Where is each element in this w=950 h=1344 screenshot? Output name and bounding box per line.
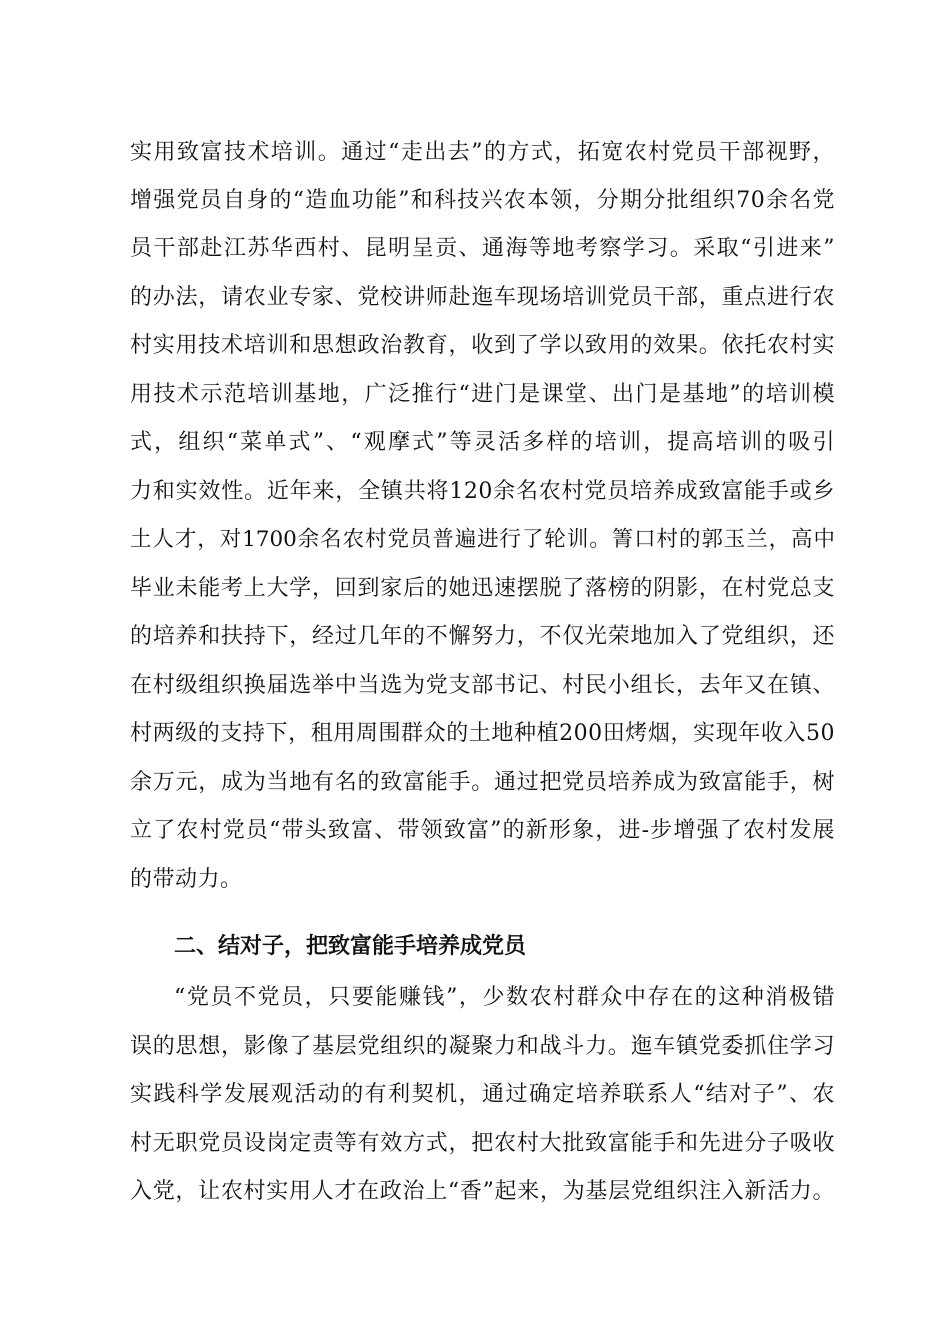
paragraph-line: 实践科学发展观活动的有利契机，通过确定培养联系人“结对子”、农	[130, 1082, 835, 1107]
paragraph-line: 的带动力。	[130, 867, 243, 892]
paragraph-line: 毕业未能考上大学，回到家后的她迅速摆脱了落榜的阴影，在村党总支	[130, 576, 835, 601]
paragraph-line: 立了农村党员“带头致富、带领致富”的新形象，进-步增强了农村发展	[130, 818, 835, 843]
paragraph-line: 的办法，请农业专家、党校讲师赴迤车现场培训党员干部，重点进行农	[130, 285, 835, 310]
paragraph-line: 式，组织“菜单式”、“观摩式”等灵活多样的培训，提高培训的吸引	[130, 430, 835, 455]
paragraph-line: 村无职党员设岗定责等有效方式，把农村大批致富能手和先进分子吸收	[130, 1131, 835, 1156]
paragraph-line: 村两级的支持下，租用周围群众的土地种植200田烤烟，实现年收入50	[130, 721, 835, 746]
paragraph-line: 力和实效性。近年来，全镇共将120余名农村党员培养成致富能手或乡	[130, 479, 835, 504]
paragraph-line: 增强党员自身的“造血功能”和科技兴农本领，分期分批组织70余名党	[130, 188, 835, 213]
paragraph-line: 员干部赴江苏华西村、昆明呈贡、通海等地考察学习。采取“引进来”	[130, 236, 835, 261]
paragraph-line: 入党，让农村实用人才在政治上“香”起来，为基层党组织注入新活力。	[130, 1179, 835, 1204]
section-heading: 二、结对子，把致富能手培养成党员	[174, 934, 527, 959]
paragraph-line: 余万元，成为当地有名的致富能手。通过把党员培养成为致富能手，树	[130, 770, 835, 795]
paragraph-line: 在村级组织换届选举中当选为党支部书记、村民小组长，去年又在镇、	[130, 673, 835, 698]
paragraph-line: 误的思想，影像了基层党组织的凝聚力和战斗力。迤车镇党委抓住学习	[130, 1034, 835, 1059]
paragraph-line: 村实用技术培训和思想政治教育，收到了学以致用的效果。依托农村实	[130, 333, 835, 358]
paragraph-line: 实用致富技术培训。通过“走出去”的方式，拓宽农村党员干部视野，	[130, 140, 835, 165]
paragraph-line: 的培养和扶持下，经过几年的不懈努力，不仅光荣地加入了党组织，还	[130, 624, 835, 649]
paragraph-line: 用技术示范培训基地，广泛推行“进门是课堂、出门是基地”的培训模	[130, 382, 835, 407]
paragraph-line: “党员不党员，只要能赚钱”，少数农村群众中存在的这种消极错	[174, 985, 835, 1010]
paragraph-line: 土人才，对1700余名农村党员普遍进行了轮训。箐口村的郭玉兰，高中	[130, 527, 835, 552]
